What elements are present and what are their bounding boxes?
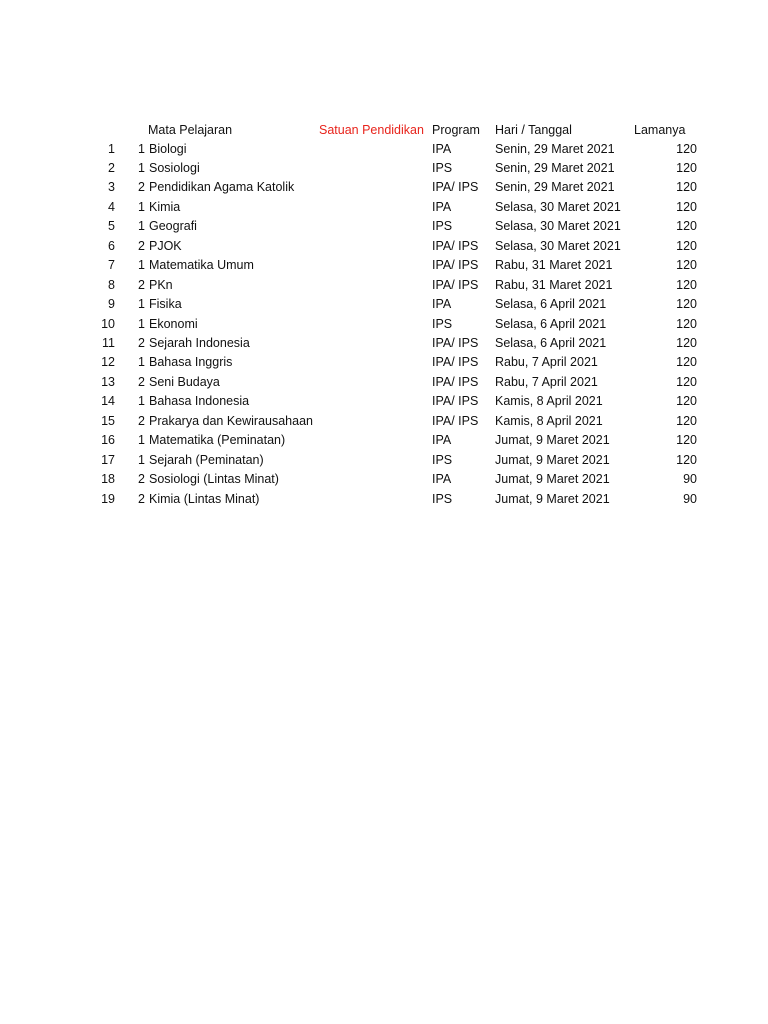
table-row [0, 140, 768, 159]
header-hari-tanggal: Hari / Tanggal [495, 123, 572, 137]
table-row [0, 276, 768, 295]
header-mata-pelajaran: Mata Pelajaran [148, 123, 233, 137]
lamanya: 120 [676, 413, 697, 428]
hari-tanggal: Rabu, 7 April 2021 [495, 374, 598, 389]
mata-pelajaran: Pendidikan Agama Katolik [149, 180, 295, 195]
mata-pelajaran: Sosiologi (Lintas Minat) [149, 472, 279, 487]
lamanya: 120 [676, 433, 697, 448]
program: IPS [432, 219, 453, 234]
lamanya: 120 [676, 355, 697, 370]
satuan-pendidikan: 1 [138, 394, 145, 409]
table-row [0, 451, 768, 470]
row-number: 6 [108, 238, 115, 253]
row-number: 12 [101, 355, 115, 370]
lamanya: 120 [676, 141, 697, 156]
header-row [0, 121, 768, 140]
row-number: 17 [101, 452, 115, 467]
program: IPA/ IPS [432, 277, 479, 292]
hari-tanggal: Kamis, 8 April 2021 [495, 413, 603, 428]
satuan-pendidikan: 1 [138, 316, 145, 331]
row-number: 1 [108, 141, 115, 156]
header-program: Program [432, 123, 480, 137]
row-number: 10 [101, 316, 115, 331]
satuan-pendidikan: 1 [138, 199, 145, 214]
table-row [0, 237, 768, 256]
program: IPS [432, 491, 453, 506]
hari-tanggal: Kamis, 8 April 2021 [495, 394, 603, 409]
row-number: 16 [101, 433, 115, 448]
mata-pelajaran: Biologi [149, 141, 187, 156]
mata-pelajaran: Bahasa Indonesia [149, 394, 250, 409]
hari-tanggal: Senin, 29 Maret 2021 [495, 141, 615, 156]
hari-tanggal: Jumat, 9 Maret 2021 [495, 491, 610, 506]
row-number: 19 [101, 491, 115, 506]
table-row [0, 392, 768, 411]
mata-pelajaran: Sejarah Indonesia [149, 336, 250, 350]
mata-pelajaran: Kimia [149, 199, 181, 214]
mata-pelajaran: PKn [149, 277, 173, 292]
program: IPA/ IPS [432, 413, 479, 428]
satuan-pendidikan: 2 [138, 238, 145, 253]
program: IPA/ IPS [432, 394, 479, 409]
mata-pelajaran: Sosiologi [149, 160, 200, 175]
hari-tanggal: Selasa, 6 April 2021 [495, 316, 607, 331]
row-number: 11 [102, 336, 115, 350]
program: IPA [432, 199, 452, 214]
lamanya: 120 [676, 238, 697, 253]
mata-pelajaran: Sejarah (Peminatan) [149, 452, 264, 467]
hari-tanggal: Jumat, 9 Maret 2021 [495, 472, 610, 487]
table-row [0, 178, 768, 197]
table-row [0, 295, 768, 314]
lamanya: 120 [676, 199, 697, 214]
program: IPA/ IPS [432, 258, 479, 273]
mata-pelajaran: PJOK [149, 238, 182, 253]
satuan-pendidikan: 1 [138, 219, 145, 234]
hari-tanggal: Jumat, 9 Maret 2021 [495, 452, 610, 467]
header-satuan-pendidikan: Satuan Pendidikan [319, 123, 424, 137]
hari-tanggal: Jumat, 9 Maret 2021 [495, 433, 610, 448]
table-row [0, 315, 768, 334]
mata-pelajaran: Seni Budaya [149, 374, 220, 389]
mata-pelajaran: Matematika (Peminatan) [149, 433, 286, 448]
program: IPA [432, 141, 452, 156]
program: IPA/ IPS [432, 355, 479, 370]
lamanya: 90 [683, 472, 697, 487]
program: IPA [432, 472, 452, 487]
program: IPS [432, 452, 453, 467]
hari-tanggal: Rabu, 7 April 2021 [495, 355, 598, 370]
table-row [0, 490, 768, 509]
lamanya: 120 [676, 277, 697, 292]
row-number: 14 [101, 394, 115, 409]
lamanya: 120 [676, 297, 697, 312]
program: IPA/ IPS [432, 374, 479, 389]
hari-tanggal: Selasa, 30 Maret 2021 [495, 219, 621, 234]
mata-pelajaran: Fisika [149, 297, 182, 312]
header-lamanya: Lamanya [634, 123, 686, 137]
satuan-pendidikan: 2 [138, 472, 145, 487]
lamanya: 120 [676, 394, 697, 409]
row-number: 3 [108, 180, 115, 195]
table-row [0, 198, 768, 217]
row-number: 7 [108, 258, 115, 273]
lamanya: 120 [676, 316, 697, 331]
table-row [0, 353, 768, 372]
hari-tanggal: Selasa, 6 April 2021 [495, 297, 607, 312]
table-row [0, 431, 768, 450]
hari-tanggal: Selasa, 30 Maret 2021 [495, 199, 621, 214]
program: IPA/ IPS [432, 336, 479, 350]
mata-pelajaran: Prakarya dan Kewirausahaan [149, 413, 313, 428]
lamanya: 120 [676, 374, 697, 389]
row-number: 2 [108, 160, 115, 175]
table-row [0, 217, 768, 236]
mata-pelajaran: Matematika Umum [149, 258, 254, 273]
lamanya: 90 [683, 491, 697, 506]
row-number: 4 [108, 199, 115, 214]
table-row [0, 334, 768, 353]
lamanya: 120 [676, 180, 697, 195]
mata-pelajaran: Geografi [149, 219, 197, 234]
satuan-pendidikan: 1 [138, 355, 145, 370]
satuan-pendidikan: 1 [138, 452, 145, 467]
row-number: 8 [108, 277, 115, 292]
program: IPA [432, 433, 452, 448]
hari-tanggal: Rabu, 31 Maret 2021 [495, 258, 613, 273]
table-row [0, 470, 768, 489]
hari-tanggal: Senin, 29 Maret 2021 [495, 180, 615, 195]
mata-pelajaran: Ekonomi [149, 316, 198, 331]
satuan-pendidikan: 2 [138, 336, 145, 350]
satuan-pendidikan: 2 [138, 491, 145, 506]
table-row [0, 256, 768, 275]
lamanya: 120 [676, 258, 697, 273]
program: IPA [432, 297, 452, 312]
hari-tanggal: Senin, 29 Maret 2021 [495, 160, 615, 175]
satuan-pendidikan: 1 [138, 433, 145, 448]
table-row [0, 373, 768, 392]
satuan-pendidikan: 1 [138, 141, 145, 156]
row-number: 15 [101, 413, 115, 428]
program: IPA/ IPS [432, 180, 479, 195]
lamanya: 120 [676, 219, 697, 234]
mata-pelajaran: Bahasa Inggris [149, 355, 233, 370]
satuan-pendidikan: 2 [138, 180, 145, 195]
row-number: 9 [108, 297, 115, 312]
satuan-pendidikan: 2 [138, 374, 145, 389]
satuan-pendidikan: 1 [138, 297, 145, 312]
mata-pelajaran: Kimia (Lintas Minat) [149, 491, 260, 506]
row-number: 13 [101, 374, 115, 389]
program: IPA/ IPS [432, 238, 479, 253]
lamanya: 120 [676, 336, 697, 350]
satuan-pendidikan: 1 [138, 160, 145, 175]
satuan-pendidikan: 1 [138, 258, 145, 273]
lamanya: 120 [676, 452, 697, 467]
satuan-pendidikan: 2 [138, 277, 145, 292]
program: IPS [432, 160, 453, 175]
row-number: 18 [101, 472, 115, 487]
program: IPS [432, 316, 453, 331]
satuan-pendidikan: 2 [138, 413, 145, 428]
hari-tanggal: Rabu, 31 Maret 2021 [495, 277, 613, 292]
hari-tanggal: Selasa, 6 April 2021 [495, 336, 607, 350]
table-row [0, 159, 768, 178]
row-number: 5 [108, 219, 115, 234]
table-row [0, 412, 768, 431]
hari-tanggal: Selasa, 30 Maret 2021 [495, 238, 621, 253]
lamanya: 120 [676, 160, 697, 175]
